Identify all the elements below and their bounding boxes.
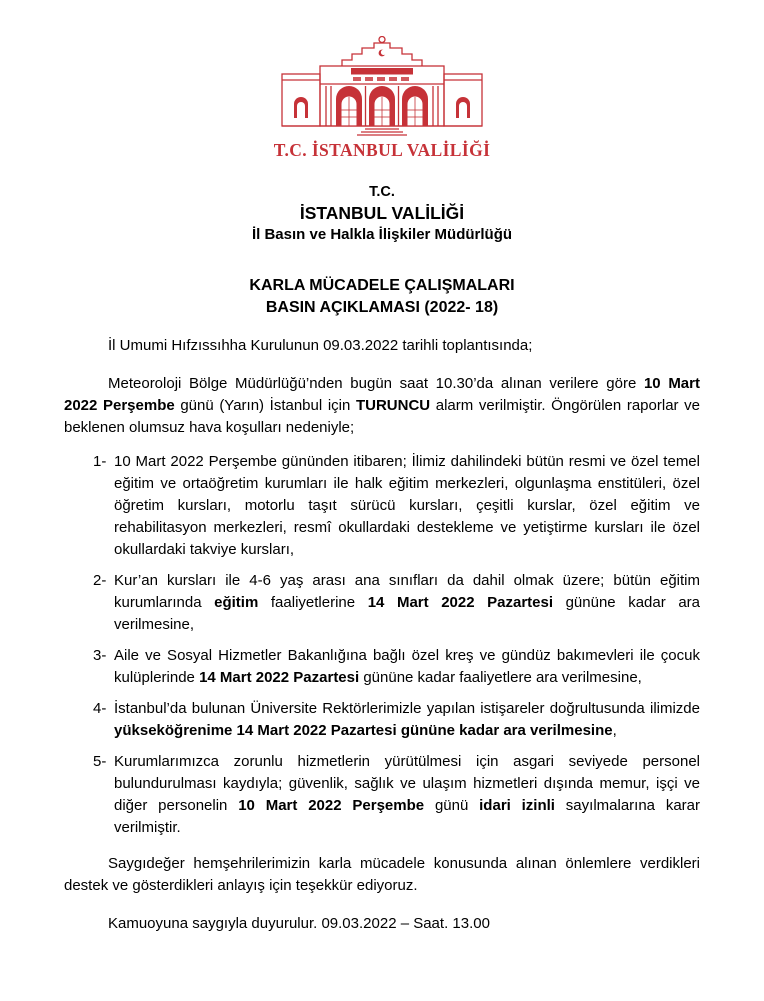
- document-title: [64, 275, 700, 319]
- list-item-number: 4-: [93, 700, 107, 717]
- header-tc: T.C.: [369, 184, 395, 200]
- closing-paragraph: Saygıdeğer hemşehrilerimizin karla mücadele konusunda alınan önlemlere verdikleri destek ve gösterdikleri anlayış için teşekkür ediyoruz.: [64, 855, 700, 894]
- logo: [64, 36, 700, 162]
- intro-paragraph: İl Umumi Hıfzıssıhha Kurulunun 09.03.2022 tarihli toplantısında;: [108, 337, 533, 354]
- list-item-number: 1-: [93, 453, 107, 470]
- orange-alert-paragraph: Meteoroloji Bölge Müdürlüğü’nden bugün saat 10.30’da alınan verilere göre 10 Mart 2022 Perşembe günü (Yarın) İstanbul için TURUNCU alarm verilmiştir. Öngörülen raporlar ve beklenen olumsuz hava koşulları nedeniyle;: [64, 375, 701, 436]
- title-line-1: KARLA MÜCADELE ÇALIŞMALARI: [249, 277, 515, 294]
- list-item: [93, 451, 700, 561]
- list-item-text: 10 Mart 2022 Perşembe gününden itibaren; İlimiz dahilindeki bütün resmi ve özel temel eğitim ve ortaöğretim kurumları ile halk eğitim merkezleri, olgunlaşma enstitüleri, özel öğretim kursları, motorlu taşıt sürücü kursları, çeşitli kurslar, özel eğitim ve rehabilitasyon merkezleri, resmî okullardaki destekleme ve yetiştirme kursları ile özel okullardaki takviye kursları,: [114, 453, 700, 558]
- list-item-number: 3-: [93, 647, 107, 664]
- list-item-text: Kur’an kursları ile 4-6 yaş arası ana sınıfları da dahil olmak üzere; bütün eğitim kurumlarında eğitim faaliyetlerine 14 Mart 2022 Pazartesi gününe kadar ara verilmesine,: [114, 572, 700, 633]
- announcement-line: Kamuoyuna saygıyla duyurulur. 09.03.2022 – Saat. 13.00: [108, 915, 490, 932]
- list-item-text: Kurumlarımızca zorunlu hizmetlerin yürütülmesi için asgari seviyede personel bulundurulması kaydıyla; güvenlik, sağlık ve ulaşım hizmetleri dışında memur, işçi ve diğer personelin 10 Mart 2022 Perşembe günü idari izinli sayılmalarına karar verilmiştir.: [114, 753, 701, 836]
- list-item-text: Aile ve Sosyal Hizmetler Bakanlığına bağlı özel kreş ve gündüz bakımevleri ile çocuk kulüplerinde 14 Mart 2022 Pazartesi gününe kadar faaliyetlere ara verilmesine,: [114, 647, 700, 686]
- valilik-building-icon: [279, 36, 485, 136]
- list-item-number: 5-: [93, 753, 107, 770]
- title-line-2: BASIN AÇIKLAMASI (2022- 18): [265, 299, 499, 316]
- list-item-text: İstanbul’da bulunan Üniversite Rektörlerimizle yapılan istişareler doğrultusunda ilimizde yükseköğrenime 14 Mart 2022 Pazartesi gününe kadar ara verilmesine,: [114, 700, 700, 739]
- list-item: [93, 645, 700, 689]
- list-item: [93, 698, 700, 742]
- header-mudurluk: İl Basın ve Halkla İlişkiler Müdürlüğü: [251, 226, 513, 243]
- list-item-number: 2-: [93, 572, 107, 589]
- document-header: [64, 182, 700, 245]
- list-item: [93, 570, 700, 636]
- header-valilik: İSTANBUL VALİLİĞİ: [299, 203, 465, 223]
- list-item: [93, 751, 700, 839]
- decision-list: [64, 451, 700, 839]
- logo-caption: T.C. İSTANBUL VALİLİĞİ: [273, 140, 491, 160]
